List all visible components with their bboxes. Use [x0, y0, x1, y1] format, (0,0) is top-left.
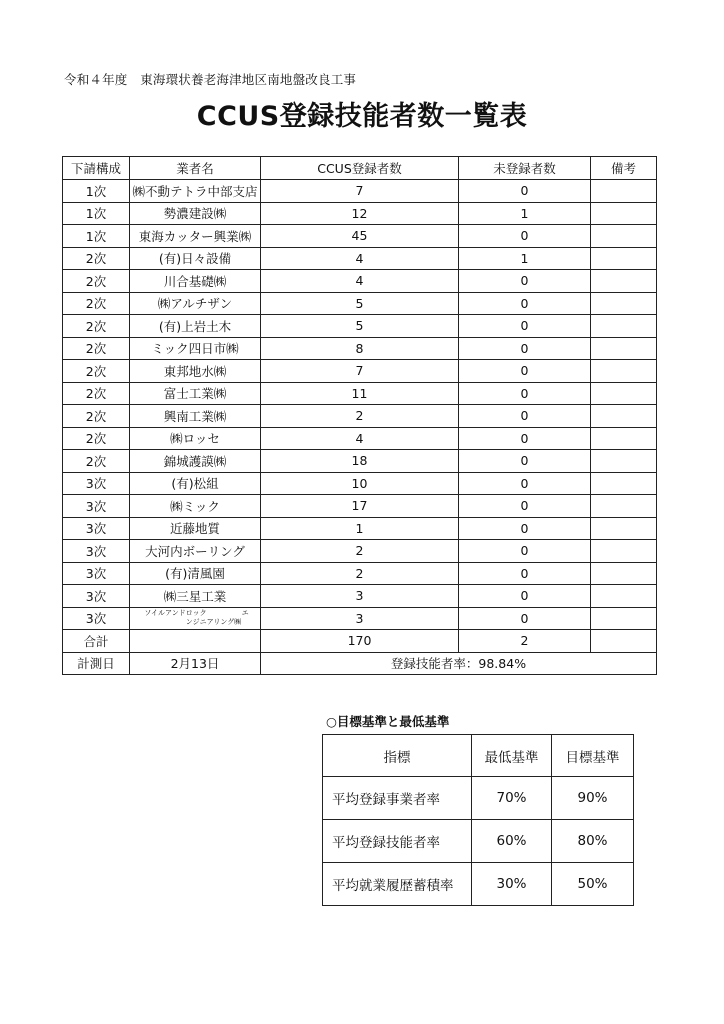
table-row — [63, 495, 657, 518]
cell-note — [591, 247, 657, 270]
cell-unregistered: 0 — [459, 517, 591, 540]
criteria-header-index: 指標 — [323, 735, 472, 777]
table-row — [63, 337, 657, 360]
table-row — [63, 607, 657, 630]
cell-registered: 2 — [261, 562, 459, 585]
cell-unregistered: 0 — [459, 292, 591, 315]
cell-registered: 8 — [261, 337, 459, 360]
table-row — [63, 247, 657, 270]
cell-note — [591, 315, 657, 338]
criteria-index: 平均登録事業者率 — [323, 777, 472, 820]
cell-company: 近藤地質 — [130, 517, 261, 540]
cell-unregistered: 0 — [459, 450, 591, 473]
company-line1: ソイルアンドロック エ — [144, 609, 249, 618]
cell-note — [591, 585, 657, 608]
cell-unregistered: 0 — [459, 607, 591, 630]
cell-unregistered: 0 — [459, 270, 591, 293]
cell-tier: 3次 — [63, 472, 130, 495]
cell-unregistered: 0 — [459, 540, 591, 563]
cell-unregistered: 0 — [459, 180, 591, 203]
cell-tier: 3次 — [63, 540, 130, 563]
cell-note — [591, 270, 657, 293]
cell-tier: 1次 — [63, 180, 130, 203]
cell-tier: 2次 — [63, 270, 130, 293]
cell-company: (有)松組 — [130, 472, 261, 495]
cell-registered: 18 — [261, 450, 459, 473]
total-registered: 170 — [261, 630, 459, 653]
header-registered: CCUS登録者数 — [261, 157, 459, 180]
cell-registered: 3 — [261, 607, 459, 630]
cell-note — [591, 450, 657, 473]
total-company-empty — [130, 630, 261, 653]
criteria-title: ○目標基準と最低基準 — [326, 714, 450, 729]
criteria-min: 30% — [472, 863, 552, 906]
cell-note — [591, 382, 657, 405]
cell-unregistered: 0 — [459, 427, 591, 450]
total-note-empty — [591, 630, 657, 653]
cell-unregistered: 0 — [459, 382, 591, 405]
cell-tier: 2次 — [63, 405, 130, 428]
cell-company: ミック四日市㈱ — [130, 337, 261, 360]
criteria-min: 70% — [472, 777, 552, 820]
project-subtitle: 令和４年度 東海環状養老海津地区南地盤改良工事 — [64, 72, 357, 87]
cell-unregistered: 0 — [459, 337, 591, 360]
criteria-header-target: 目標基準 — [552, 735, 634, 777]
cell-tier: 3次 — [63, 607, 130, 630]
table-row — [63, 292, 657, 315]
cell-registered: 1 — [261, 517, 459, 540]
cell-note — [591, 405, 657, 428]
cell-registered: 4 — [261, 427, 459, 450]
cell-registered: 3 — [261, 585, 459, 608]
header-tier: 下請構成 — [63, 157, 130, 180]
cell-registered: 12 — [261, 202, 459, 225]
cell-company: (有)清風園 — [130, 562, 261, 585]
total-label: 合計 — [63, 630, 130, 653]
table-row — [63, 202, 657, 225]
cell-note — [591, 427, 657, 450]
table-row — [63, 360, 657, 383]
cell-unregistered: 0 — [459, 562, 591, 585]
table-row — [63, 540, 657, 563]
cell-tier: 2次 — [63, 337, 130, 360]
cell-tier: 3次 — [63, 517, 130, 540]
table-row — [63, 472, 657, 495]
criteria-target: 80% — [552, 820, 634, 863]
table-header-row — [63, 157, 657, 180]
table-body — [63, 180, 657, 675]
cell-registered: 7 — [261, 360, 459, 383]
cell-registered: 45 — [261, 225, 459, 248]
cell-registered: 4 — [261, 247, 459, 270]
criteria-target: 50% — [552, 863, 634, 906]
cell-unregistered: 0 — [459, 405, 591, 428]
cell-company: (有)上岩土木 — [130, 315, 261, 338]
cell-company: 東海カッター興業㈱ — [130, 225, 261, 248]
cell-note — [591, 202, 657, 225]
cell-company: ㈱ロッセ — [130, 427, 261, 450]
cell-company: ㈱アルチザン — [130, 292, 261, 315]
table-row — [63, 562, 657, 585]
cell-tier: 2次 — [63, 427, 130, 450]
cell-note — [591, 517, 657, 540]
table-row — [63, 270, 657, 293]
cell-tier: 1次 — [63, 225, 130, 248]
cell-company: 興南工業㈱ — [130, 405, 261, 428]
cell-company: 川合基礎㈱ — [130, 270, 261, 293]
criteria-table — [322, 734, 634, 906]
criteria-row — [323, 777, 634, 820]
cell-tier: 2次 — [63, 247, 130, 270]
cell-unregistered: 1 — [459, 202, 591, 225]
cell-registered: 2 — [261, 540, 459, 563]
cell-company: 錦城護謨㈱ — [130, 450, 261, 473]
cell-unregistered: 0 — [459, 360, 591, 383]
table-row — [63, 225, 657, 248]
cell-tier: 2次 — [63, 360, 130, 383]
criteria-header-min: 最低基準 — [472, 735, 552, 777]
ccus-table — [62, 156, 657, 675]
table-row — [63, 450, 657, 473]
criteria-index: 平均就業履歴蓄積率 — [323, 863, 472, 906]
cell-note — [591, 607, 657, 630]
table-row — [63, 427, 657, 450]
cell-company: ㈱不動テトラ中部支店 — [130, 180, 261, 203]
cell-registered: 11 — [261, 382, 459, 405]
cell-unregistered: 1 — [459, 247, 591, 270]
cell-registered: 5 — [261, 292, 459, 315]
criteria-row — [323, 863, 634, 906]
cell-unregistered: 0 — [459, 225, 591, 248]
cell-tier: 2次 — [63, 292, 130, 315]
cell-company — [130, 607, 261, 630]
total-row — [63, 630, 657, 653]
cell-note — [591, 180, 657, 203]
table-row — [63, 517, 657, 540]
table-row — [63, 585, 657, 608]
cell-company: ㈱三星工業 — [130, 585, 261, 608]
page-title: CCUS登録技能者数一覧表 — [196, 101, 528, 132]
cell-unregistered: 0 — [459, 315, 591, 338]
cell-unregistered: 0 — [459, 585, 591, 608]
measure-row — [63, 652, 657, 675]
company-line2: ンジニアリング㈱ — [185, 618, 242, 627]
cell-registered: 2 — [261, 405, 459, 428]
criteria-header-row — [323, 735, 634, 777]
cell-tier: 2次 — [63, 382, 130, 405]
criteria-body — [323, 777, 634, 906]
header-company: 業者名 — [130, 157, 261, 180]
cell-tier: 1次 — [63, 202, 130, 225]
cell-tier: 3次 — [63, 495, 130, 518]
criteria-min: 60% — [472, 820, 552, 863]
cell-registered: 5 — [261, 315, 459, 338]
cell-note — [591, 292, 657, 315]
measure-rate: 登録技能者率：98.84% — [261, 652, 657, 675]
header-unregistered: 未登録者数 — [459, 157, 591, 180]
cell-unregistered: 0 — [459, 495, 591, 518]
cell-note — [591, 540, 657, 563]
cell-note — [591, 360, 657, 383]
criteria-row — [323, 820, 634, 863]
cell-note — [591, 225, 657, 248]
total-unregistered: 2 — [459, 630, 591, 653]
table-row — [63, 315, 657, 338]
cell-registered: 17 — [261, 495, 459, 518]
cell-company: 富士工業㈱ — [130, 382, 261, 405]
cell-note — [591, 562, 657, 585]
criteria-index: 平均登録技能者率 — [323, 820, 472, 863]
cell-tier: 3次 — [63, 562, 130, 585]
table-row — [63, 382, 657, 405]
cell-tier: 3次 — [63, 585, 130, 608]
cell-tier: 2次 — [63, 450, 130, 473]
table-row — [63, 180, 657, 203]
cell-unregistered: 0 — [459, 472, 591, 495]
cell-company: ㈱ミック — [130, 495, 261, 518]
cell-tier: 2次 — [63, 315, 130, 338]
cell-company: 東邦地水㈱ — [130, 360, 261, 383]
cell-company: 勢濃建設㈱ — [130, 202, 261, 225]
cell-note — [591, 495, 657, 518]
cell-note — [591, 472, 657, 495]
header-note: 備考 — [591, 157, 657, 180]
measure-date: 2月13日 — [130, 652, 261, 675]
cell-note — [591, 337, 657, 360]
cell-registered: 7 — [261, 180, 459, 203]
cell-registered: 4 — [261, 270, 459, 293]
cell-company: (有)日々設備 — [130, 247, 261, 270]
cell-registered: 10 — [261, 472, 459, 495]
cell-company: 大河内ボーリング — [130, 540, 261, 563]
measure-label: 計測日 — [63, 652, 130, 675]
table-row — [63, 405, 657, 428]
criteria-target: 90% — [552, 777, 634, 820]
